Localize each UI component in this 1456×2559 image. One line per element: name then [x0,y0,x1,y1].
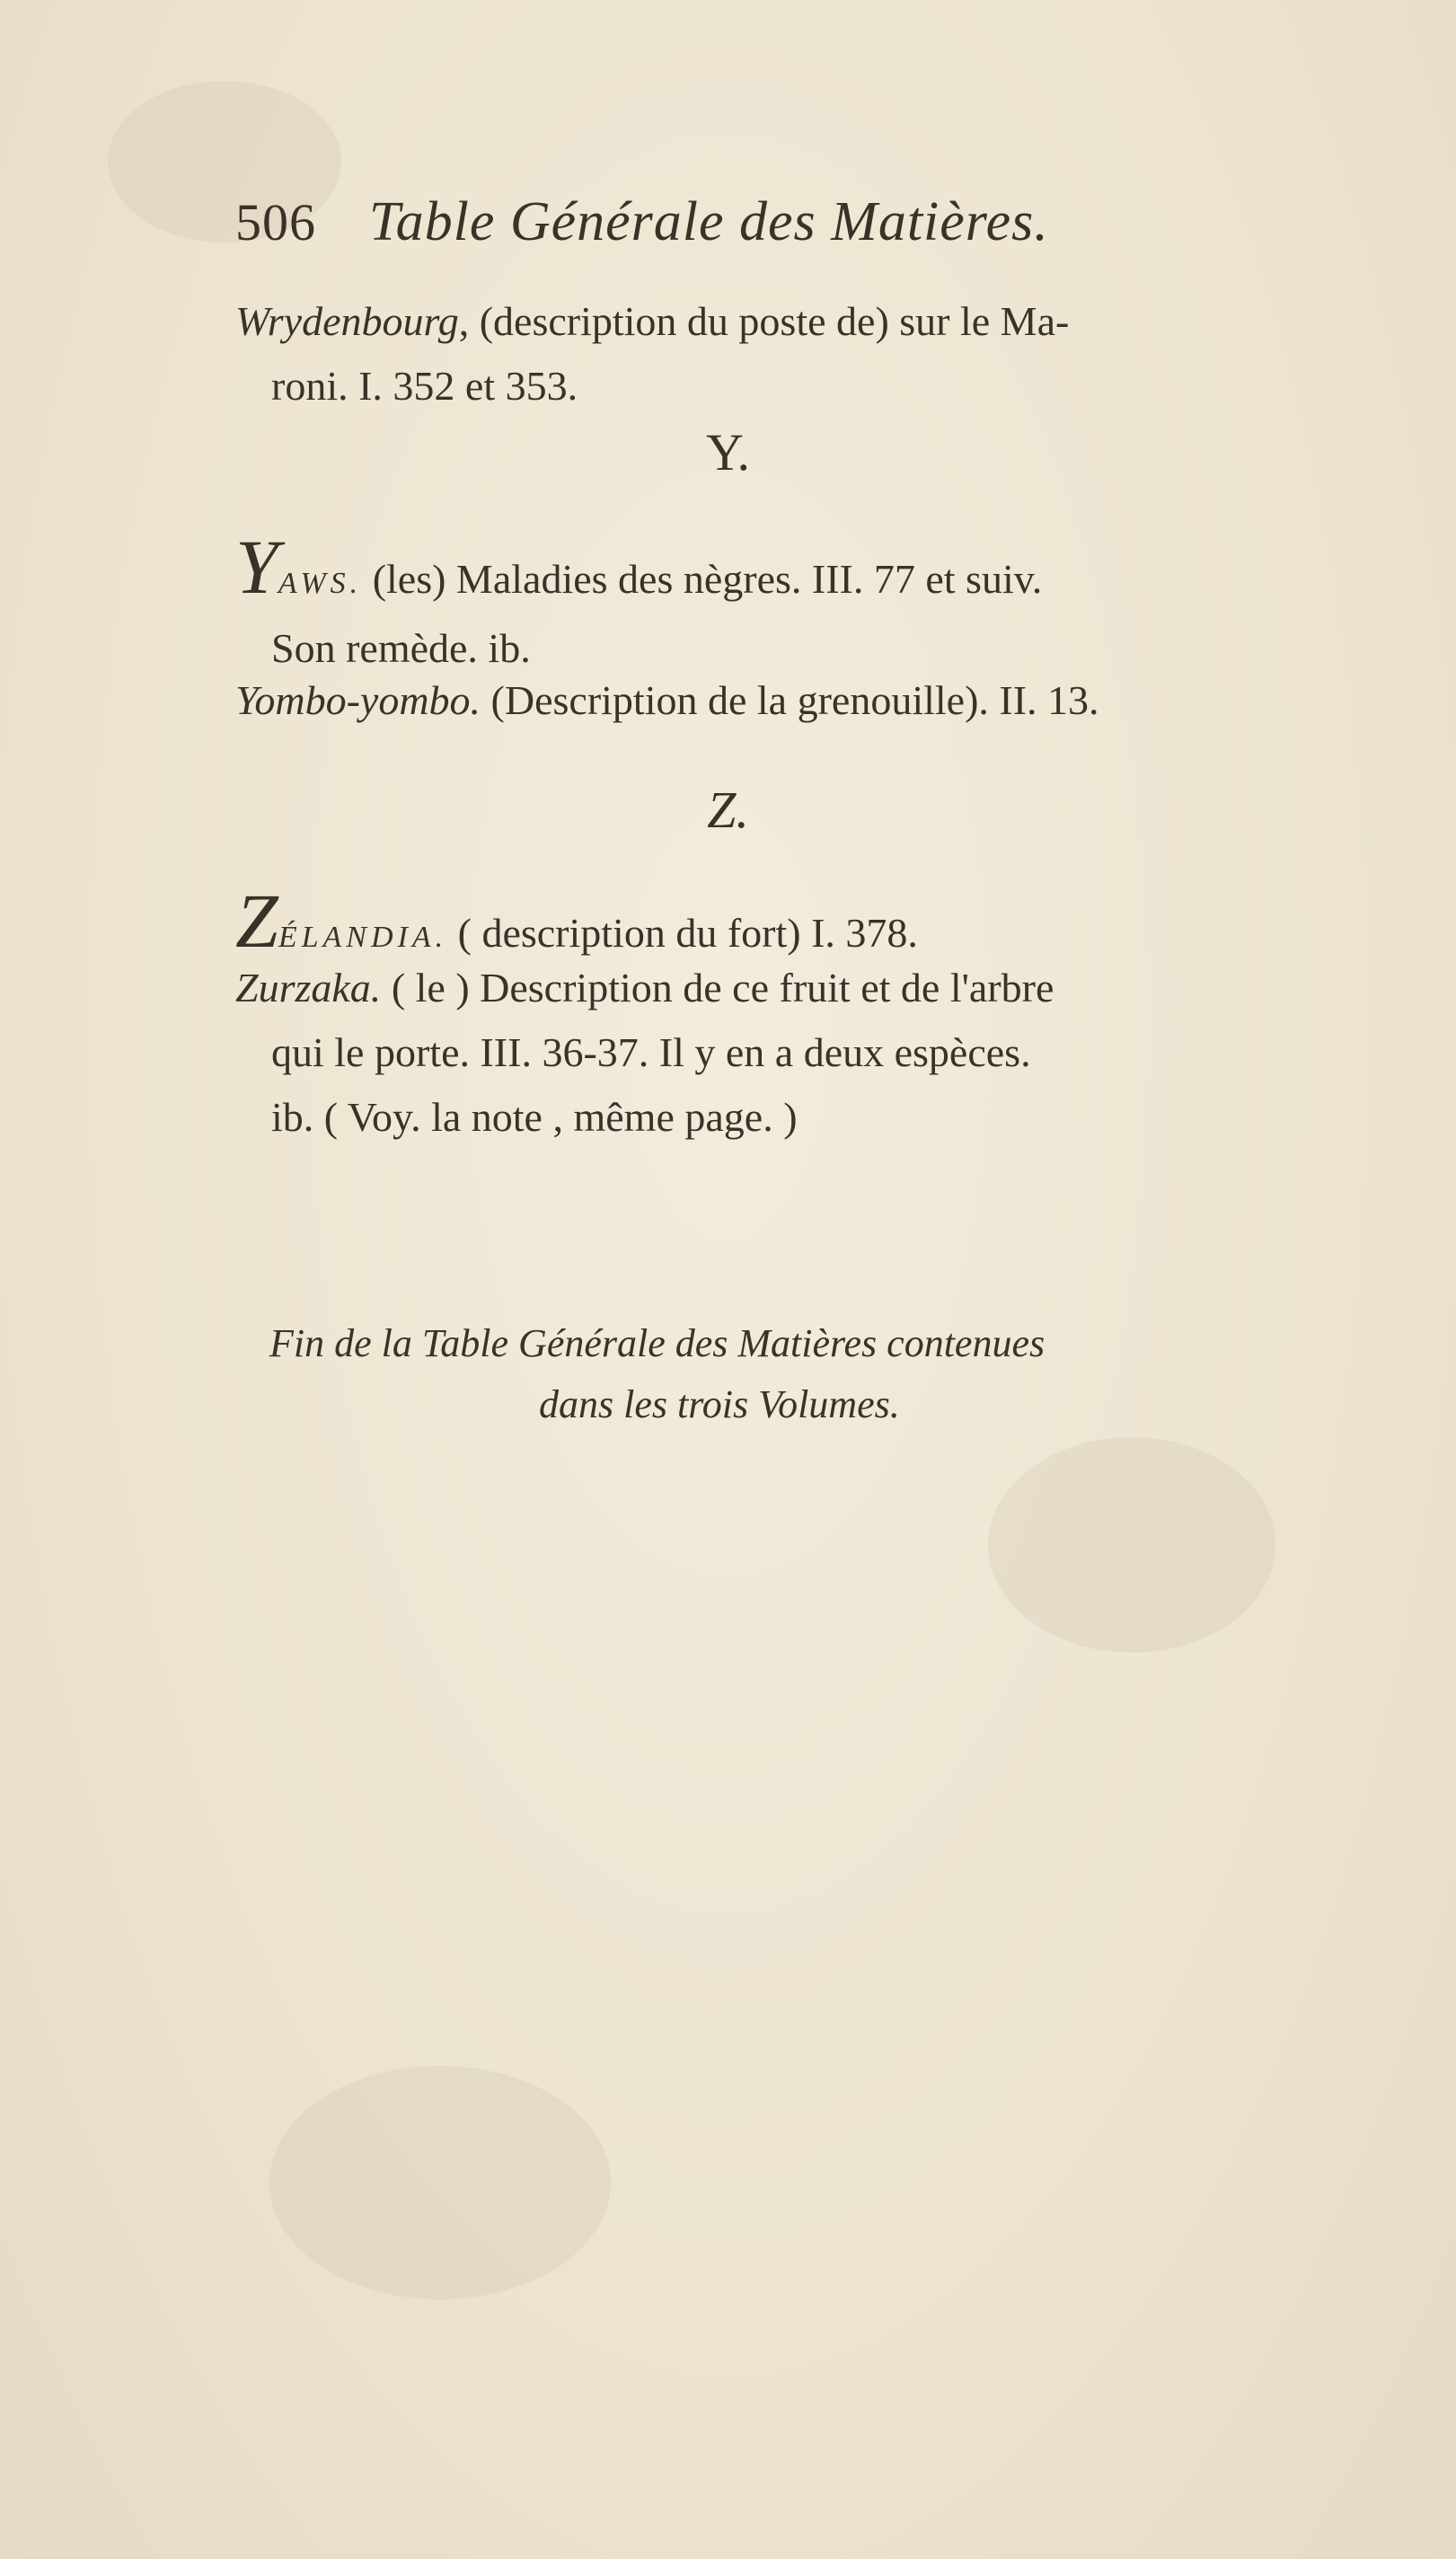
entry-headword-initial: Z [235,878,278,964]
entry-text-continued: roni. I. 352 et 353. [271,363,578,409]
index-entry-yombo-yombo [235,668,1367,733]
end-note-line: Fin de la Table Générale des Matières contenues [269,1321,1046,1365]
entry-text-continued: ib. ( Voy. la note , même page. ) [271,1094,798,1140]
entry-text: , (description du poste de) sur le Ma- [458,298,1070,344]
entry-headword-initial: Y [235,524,278,610]
section-letter-y: Y. [706,423,750,481]
entry-text: ( description du fort) I. 378. [447,910,918,956]
entry-text-continued: qui le porte. III. 36-37. Il y en a deux espèces. [271,1029,1031,1075]
entry-headword-rest: ÉLANDIA. [278,921,448,954]
section-letter-z: Z. [707,781,749,839]
entry-headword: Wrydenbourg [235,298,459,344]
index-entry-yaws [235,524,1367,681]
paper-stain [988,1437,1275,1653]
entry-headword: Yombo-yombo. [235,677,481,723]
page-number: 506 [235,193,316,251]
index-entry-wrydenbourg [235,289,1367,419]
entry-text: ( le ) Description de ce fruit et de l'arbre [381,965,1054,1010]
entry-text: (Description de la grenouille). II. 13. [481,677,1099,723]
end-note-line: dans les trois Volumes. [539,1382,900,1426]
entry-text-continued: Son remède. ib. [271,625,531,671]
running-title: Table Générale des Matières. [368,191,1049,252]
paper-stain [269,2066,611,2299]
entry-text: (les) Maladies des nègres. III. 77 et suiv. [362,556,1043,602]
entry-headword-rest: AWS. [278,567,363,600]
end-of-table-note [269,1313,1392,1435]
page-header [235,190,1049,254]
entry-headword: Zurzaka. [235,965,382,1010]
index-entry-zurzaka [235,956,1367,1150]
